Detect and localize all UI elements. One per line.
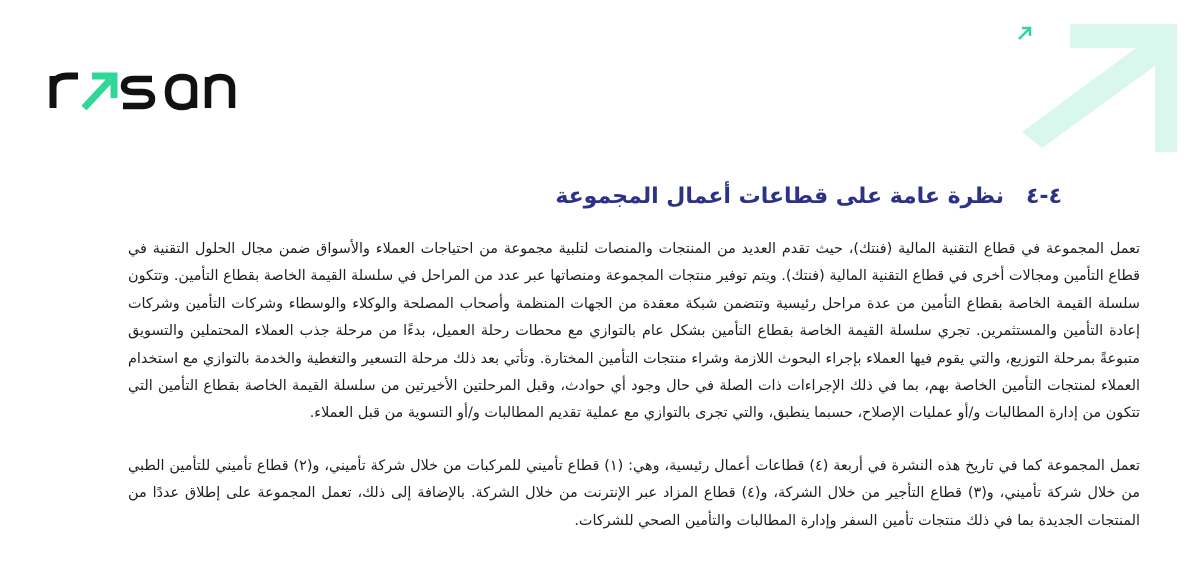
paragraph-value-chain: تعمل المجموعة في قطاع التقنية المالية (فنتك)، حيث تقدم العديد من المنتجات والمنصات لتلبية مجموعة من احتياجات العملاء والأسواق ضمن مجال الحلول التقنية في قطاع التأمين ومجالات أخرى في قطاع التقنية المالية (فنتك). ويتم توفير منتجات المجموعة ومنصاتها عبر عدد من المراحل في سلسلة القيمة الخاصة بقطاع التأمين. وتتكون سلسلة القيمة الخاصة بقطاع التأمين من عدة مراحل رئيسية وتتضمن شبكة معقدة من الجهات المنظمة وأصحاب المصلحة والوكلاء والوسطاء وشركات التأمين وشركات إعادة التأمين والمستثمرين. تجري سلسلة القيمة الخاصة بقطاع التأمين بشكل عام بالتوازي مع محطات رحلة العميل، بدءًا من مرحلة جذب العملاء المحتملين والتسويق متبوعةً بمرحلة التوزيع، والتي يقوم فيها العملاء بإجراء البحوث اللازمة وشراء منتجات التأمين المختارة. وتأتي بعد ذلك مرحلة التسعير والتغطية والخدمة بالتوازي مع استخدام العملاء لمنتجات التأمين الخاصة بهم، بما في ذلك الإجراءات ذات الصلة في حال وجود أي حوادث، وقبل المرحلتين الأخيرتين من سلسلة القيمة الخاصة بقطاع التأمين التي تتكون من إدارة المطالبات و/أو عمليات الإصلاح، حسبما ينطبق، والتي تجرى بالتوازي مع عملية تقديم المطالبات و/أو التسوية من قبل العملاء. bbox=[128, 241, 1140, 422]
logo-letter-a bbox=[168, 77, 194, 108]
small-arrow-icon bbox=[1019, 28, 1030, 39]
rasan-logo bbox=[48, 62, 238, 112]
section-number: ٤-٤ bbox=[1025, 184, 1062, 209]
section-title: نظرة عامة على قطاعات أعمال المجموعة bbox=[555, 184, 1004, 209]
section-body bbox=[128, 236, 1140, 535]
logo-arrow-icon bbox=[84, 76, 114, 108]
arrow-up-right-icon bbox=[1000, 0, 1200, 160]
logo-letter-r bbox=[53, 76, 78, 108]
paragraph-business-segments: تعمل المجموعة كما في تاريخ هذه النشرة في أربعة (٤) قطاعات أعمال رئيسية، وهي: (١) قطاع تأميني للمركبات من خلال شركة تأميني، و(٢) قطاع تأميني للتأمين الطبي من خلال شركة تأميني، و(٣) قطاع التأجير من خلال الشركة، و(٤) قطاع المزاد عبر الإنترنت من خلال الشركة. بالإضافة إلى ذلك، تعمل المجموعة على إطلاق عددًا من المنتجات الجديدة بما في ذلك منتجات تأمين السفر وإدارة المطالبات والتأمين الصحي للشركات. bbox=[128, 457, 1141, 529]
section-heading bbox=[555, 184, 1062, 209]
logo-letter-n bbox=[208, 77, 232, 108]
logo-letter-s bbox=[123, 79, 152, 106]
large-arrow-icon bbox=[1022, 24, 1177, 152]
